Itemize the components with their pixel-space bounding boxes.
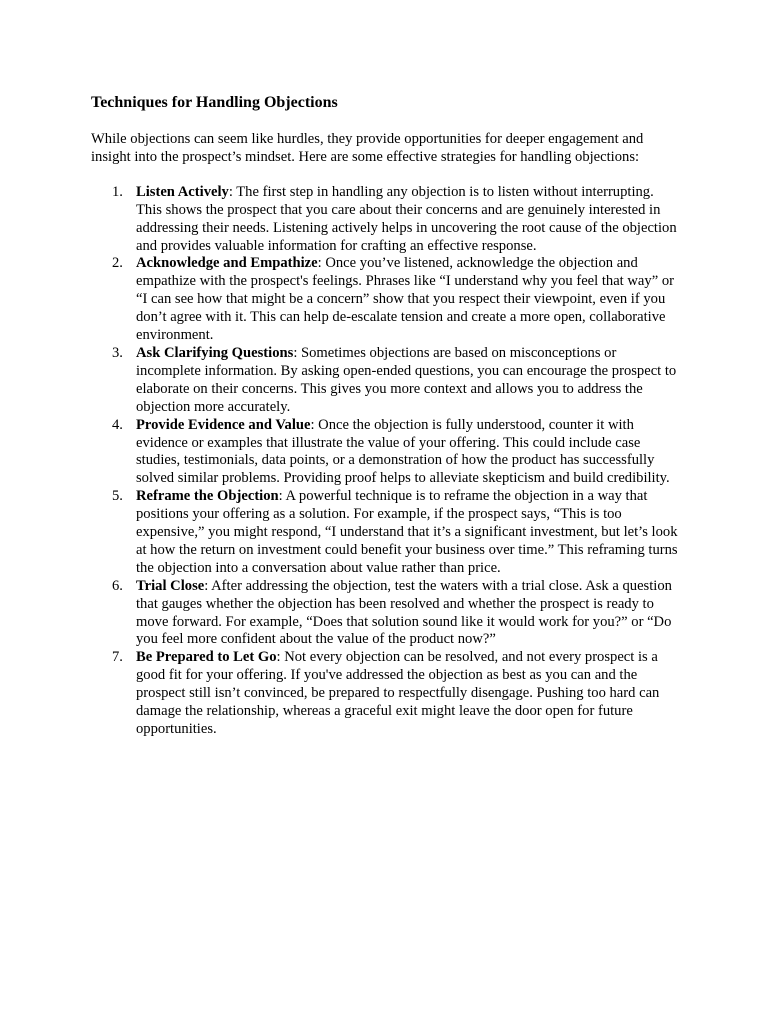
- item-text: : Once the objection is fully understood, counter it with evidence or examples that illustrate the value of your offering. This could include case studies, testimonials, data points, or a demonstration of how the product has successfully solved similar problems. Providing proof helps to alleviate skepticism and build credibility.: [136, 416, 670, 487]
- list-item: [91, 578, 681, 650]
- item-term: Listen Actively: [136, 183, 229, 200]
- item-number: 5.: [112, 488, 123, 505]
- list-item: [91, 184, 681, 256]
- intro-paragraph: While objections can seem like hurdles, they provide opportunities for deeper engagement and insight into the prospect’s mindset. Here are some effective strategies for handling objections:: [91, 131, 644, 165]
- item-term: Acknowledge and Empathize: [136, 255, 318, 272]
- list-item: [91, 417, 681, 489]
- strategy-list: [91, 184, 681, 739]
- item-term: Reframe the Objection: [136, 488, 279, 505]
- item-term: Provide Evidence and Value: [136, 416, 311, 433]
- item-text: : Sometimes objections are based on misconceptions or incomplete information. By asking open-ended questions, you can encourage the prospect to elaborate on their concerns. This gives you more context and allows you to address the objection more accurately.: [136, 344, 677, 415]
- document-page: [91, 93, 681, 739]
- item-number: 3.: [112, 344, 123, 361]
- document-title: Techniques for Handling Objections: [91, 94, 338, 111]
- item-term: Be Prepared to Let Go: [136, 649, 277, 666]
- list-item: [91, 488, 681, 578]
- item-text: : After addressing the objection, test the waters with a trial close. Ask a question that gauges whether the objection has been resolved and whether the prospect is ready to move forward. For example, “Does that solution sound like it would work for you?” or “Do you feel more confident about the value of the product now?”: [136, 577, 672, 648]
- item-term: Trial Close: [136, 577, 205, 594]
- item-number: 7.: [112, 649, 123, 666]
- item-text: : Once you’ve listened, acknowledge the objection and empathize with the prospect's feelings. Phrases like “I understand why you feel that way” or “I can see how that might be a concern” show that you respect their viewpoint, even if you don’t agree with it. This can help de-escalate tension and create a more open, collaborative environment.: [136, 255, 674, 344]
- item-number: 1.: [112, 183, 123, 200]
- item-text: : A powerful technique is to reframe the objection in a way that positions your offering as a solution. For example, if the prospect says, “This is too expensive,” you might respond, “I understand that it’s a significant investment, but let’s look at how the return on investment could benefit your business over time.” This reframing turns the objection into a conversation about value rather than price.: [136, 488, 678, 576]
- item-text: : The first step in handling any objection is to listen without interrupting. This shows the prospect that you care about their concerns and are genuinely interested in addressing their needs. Listening actively helps in uncovering the root cause of the objection and provides valuable information for crafting an effective response.: [136, 183, 677, 254]
- list-item: [91, 255, 681, 345]
- item-number: 6.: [112, 577, 123, 594]
- list-item: [91, 345, 681, 417]
- item-number: 4.: [112, 416, 123, 433]
- list-item: [91, 649, 681, 739]
- item-text: : Not every objection can be resolved, and not every prospect is a good fit for your offering. If you've addressed the objection as best as you can and the prospect still isn’t convinced, be prepared to respectfully disengage. Pushing too hard can damage the relationship, whereas a graceful exit might leave the door open for future opportunities.: [136, 649, 660, 737]
- item-number: 2.: [112, 255, 123, 272]
- item-term: Ask Clarifying Questions: [136, 344, 294, 361]
